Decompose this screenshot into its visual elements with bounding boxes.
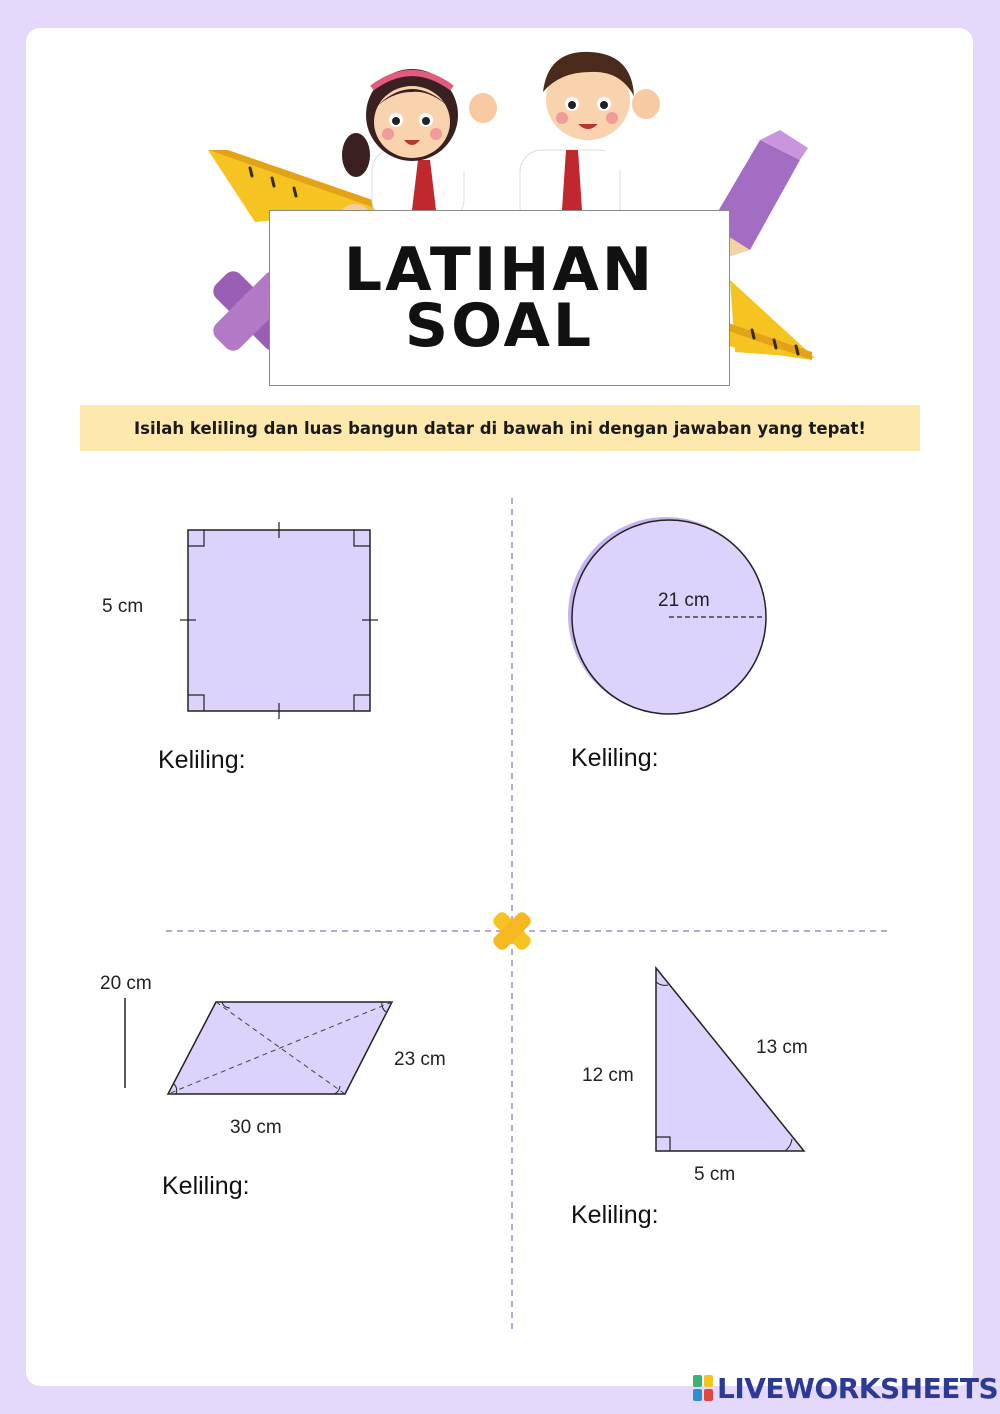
triangle-height-label: 12 cm [582, 1065, 634, 1086]
instruction-banner [80, 405, 920, 451]
triangle-hypotenuse-label: 13 cm [756, 1037, 808, 1058]
title-line-1: LATIHAN [343, 235, 656, 305]
circle-answer-label: Keliling: [571, 744, 659, 772]
liveworksheets-brand [693, 1371, 998, 1405]
triangle-base-label: 5 cm [694, 1164, 736, 1185]
parallelogram-shape [125, 998, 392, 1094]
instruction-text: Isilah keliling dan luas bangun datar di bawah ini dengan jawaban yang tepat! [134, 418, 866, 438]
triangle-answer-label: Keliling: [571, 1201, 659, 1229]
square-side-label: 5 cm [102, 596, 144, 617]
parallelogram-side-label: 23 cm [394, 1049, 446, 1070]
title-line-2: SOAL [404, 291, 595, 361]
brand-name: LIVEWORKSHEETS [717, 1371, 999, 1405]
square-answer-label: Keliling: [158, 746, 246, 774]
boy-student-illustration [516, 52, 660, 234]
parallelogram-base-label: 30 cm [230, 1117, 282, 1138]
parallelogram-height-label: 20 cm [100, 973, 152, 994]
circle-radius-label: 21 cm [658, 590, 710, 611]
shapes-canvas [0, 480, 1000, 1360]
triangle-shape [656, 968, 804, 1151]
square-shape [180, 522, 378, 719]
liveworksheets-logo-icon [693, 1375, 713, 1401]
parallelogram-answer-label: Keliling: [162, 1172, 250, 1200]
circle-shape [568, 517, 766, 714]
title-box [269, 210, 730, 386]
